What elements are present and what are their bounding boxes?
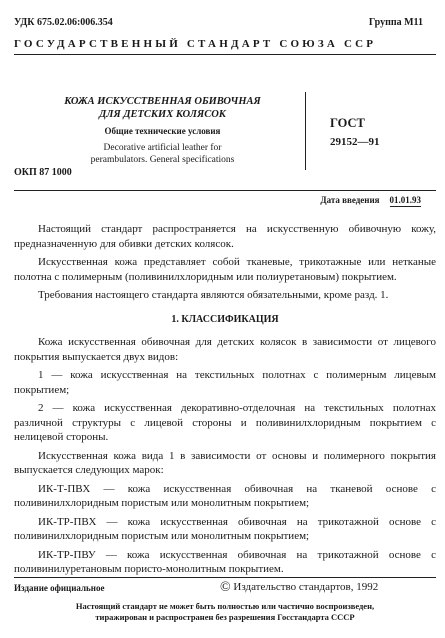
paragraph: ИК-Т-ПВХ — кожа искусственная обивочная на тканевой основе с поливинилхлоридным пористым или монолитным покрытием; bbox=[14, 482, 436, 509]
title-subtitle: Общие технические условия bbox=[104, 126, 221, 136]
effective-date-value: 01.01.93 bbox=[389, 195, 421, 205]
gost-label: ГОСТ bbox=[330, 116, 365, 130]
effective-date-label: Дата введения bbox=[320, 195, 380, 205]
gost-number: 29152—91 bbox=[330, 136, 380, 148]
okp-rule bbox=[14, 190, 436, 191]
legal-notice-line-1: Настоящий стандарт не может быть полностью или частично воспроизведен, bbox=[75, 601, 375, 611]
paragraph: Требования настоящего стандарта являются обязательными, кроме разд. 1. bbox=[38, 289, 389, 301]
title-divider bbox=[305, 92, 306, 170]
header-rule bbox=[14, 54, 436, 55]
copyright-text: Издательство стандартов, 1992 bbox=[233, 581, 379, 593]
paragraph: Кожа искусственная обивочная для детских колясок в зависимости от лицевого покрытия выпускается двух видов: bbox=[14, 336, 436, 363]
paragraph: ИК-ТР-ПВУ — кожа искусственная обивочная на трикотажной основе с поливинилуретановым пористо-монолитным покрытием. bbox=[14, 548, 436, 575]
copyright-notice bbox=[220, 580, 378, 596]
official-edition-label: Издание официальное bbox=[14, 583, 105, 593]
english-title-line-2: perambulators. General specifications bbox=[90, 155, 235, 165]
english-title-line-1: Decorative artificial leather for bbox=[103, 143, 222, 153]
okp-code: ОКП 87 1000 bbox=[14, 167, 72, 178]
paragraph: ИК-ТР-ПВХ — кожа искусственная обивочная на трикотажной основе с поливинилхлоридным пористым или монолитным покрытием; bbox=[14, 515, 436, 542]
state-standard-heading: ГОСУДАРСТВЕННЫЙ СТАНДАРТ СОЮЗА ССР bbox=[14, 38, 377, 50]
paragraph: Настоящий стандарт распространяется на искусственную обивочную кожу, предназначенную для обивки детских колясок. bbox=[14, 223, 436, 250]
paragraph: Искусственная кожа вида 1 в зависимости от основы и полимерного покрытия выпускается следующих марок: bbox=[14, 449, 436, 476]
body-text bbox=[14, 222, 436, 581]
footer-rule bbox=[14, 577, 436, 578]
paragraph: 1 — кожа искусственная на текстильных полотнах с полимерным лицевым покрытием; bbox=[14, 369, 436, 396]
effective-date bbox=[320, 195, 421, 205]
paragraph: Искусственная кожа представляет собой тканевые, трикотажные или нетканые полотна с полимерным (поливинилхлоридным или полиуретановым) покрытием. bbox=[14, 256, 436, 283]
copyright-icon: © bbox=[220, 580, 231, 595]
legal-notice bbox=[14, 601, 436, 623]
title-block bbox=[40, 95, 285, 166]
title-line-2: ДЛЯ ДЕТСКИХ КОЛЯСОК bbox=[99, 109, 226, 120]
udk-code: УДК 675.02.06:006.354 bbox=[14, 17, 113, 28]
paragraph: 2 — кожа искусственная декоративно-отделочная на текстильных полотнах различной структуры с лицевой стороны и поливинилхлоридным покрытием с нелицевой стороны. bbox=[14, 402, 436, 443]
legal-notice-line-2: тиражирован и распространен без разрешения Госстандарта СССР bbox=[95, 612, 355, 622]
english-title bbox=[40, 142, 285, 166]
group-code: Группа М11 bbox=[368, 17, 423, 28]
title-line-1: КОЖА ИСКУССТВЕННАЯ ОБИВОЧНАЯ bbox=[64, 96, 261, 107]
section-heading: 1. КЛАССИФИКАЦИЯ bbox=[171, 313, 279, 325]
